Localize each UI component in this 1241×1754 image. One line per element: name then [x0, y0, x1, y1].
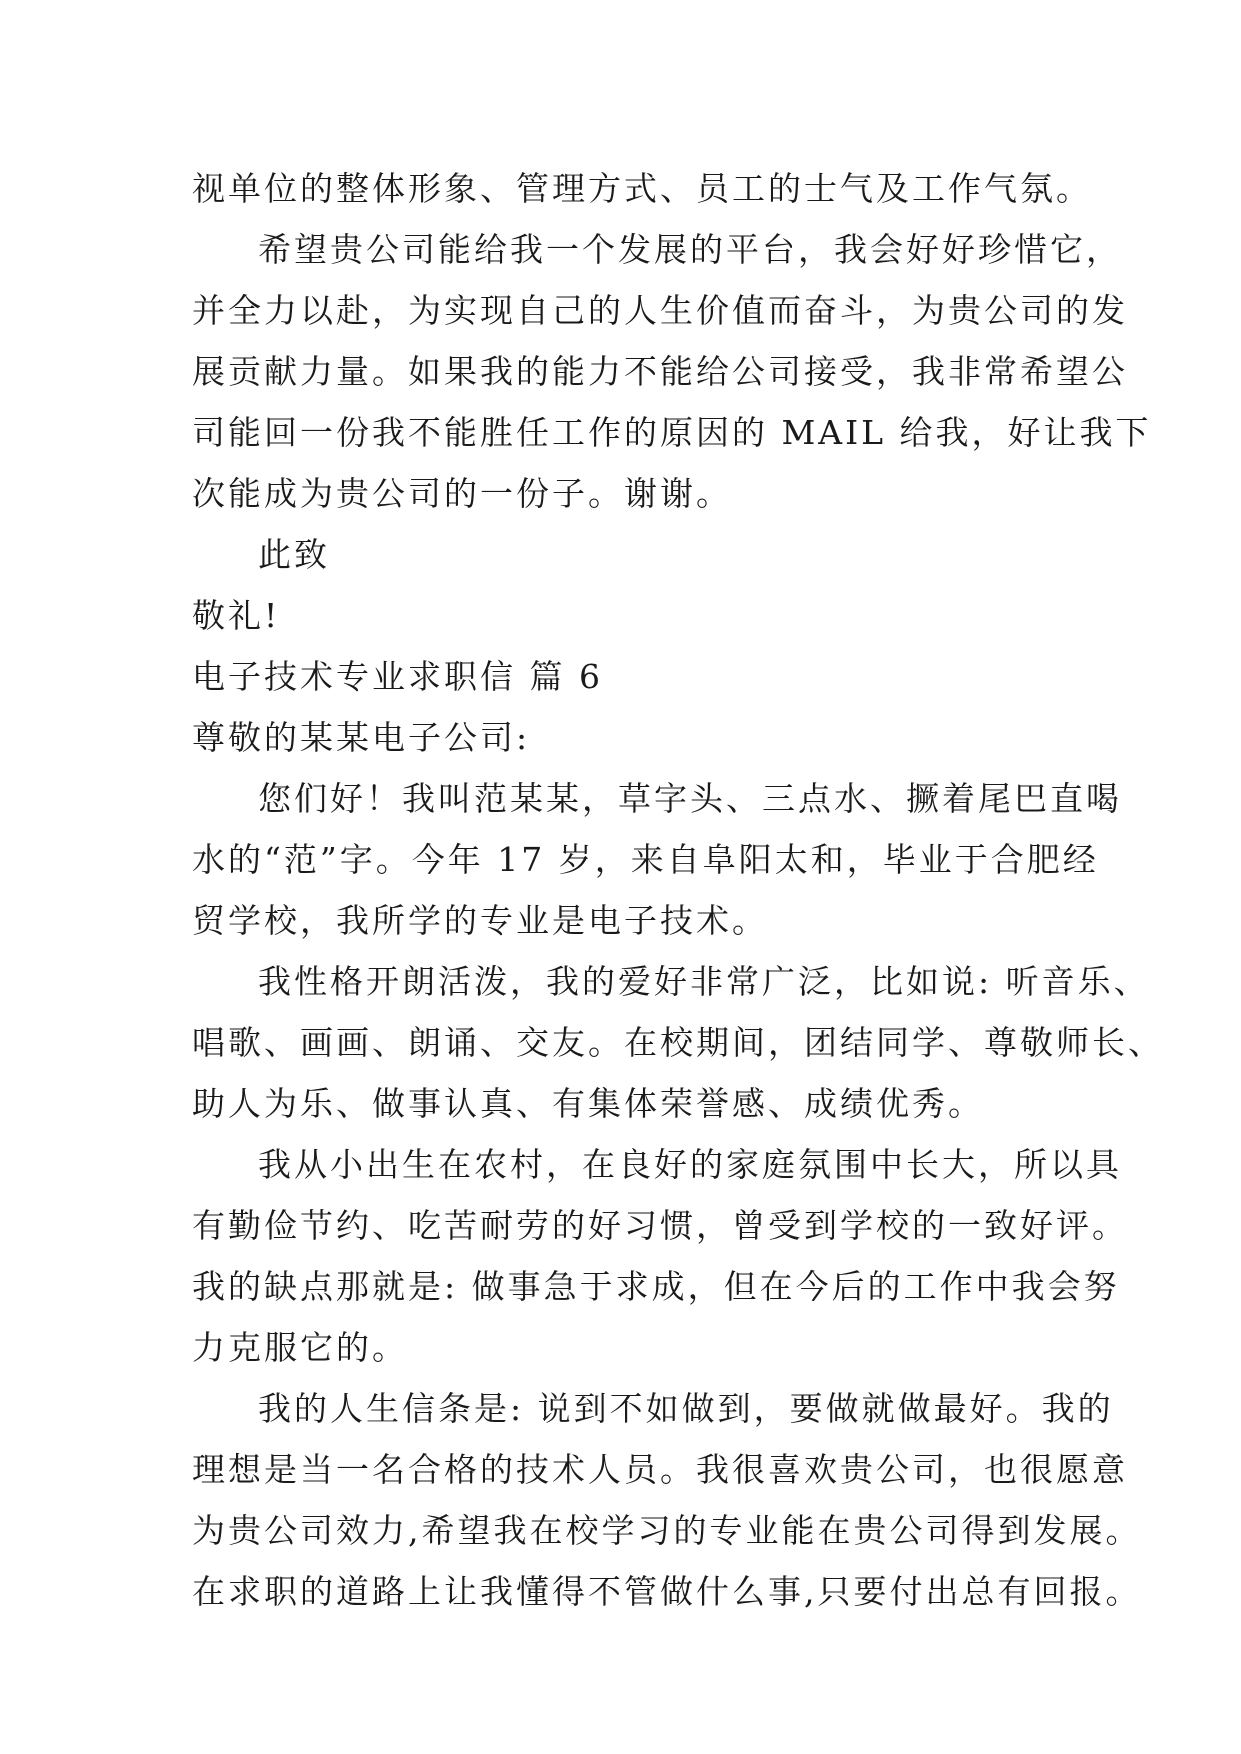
text-line: 希望贵公司能给我一个发展的平台，我会好好珍惜它，	[258, 230, 1122, 269]
text-line: 您们好！我叫范某某，草字头、三点水、撅着尾巴直喝	[258, 779, 1122, 818]
text-line: 有勤俭节约、吃苦耐劳的好习惯，曾受到学校的一致好评。	[192, 1206, 1128, 1245]
text-line: 唱歌、画画、朗诵、交友。在校期间，团结同学、尊敬师长、	[192, 1023, 1164, 1062]
text-line: 我从小出生在农村，在良好的家庭氛围中长大，所以具	[258, 1145, 1122, 1184]
closing-regards: 敬礼!	[192, 596, 281, 635]
text-line: 司能回一份我不能胜任工作的原因的 MAIL 给我，好让我下	[192, 413, 1152, 452]
text-line: 并全力以赴，为实现自己的人生价值而奋斗，为贵公司的发	[192, 291, 1128, 330]
section-heading: 电子技术专业求职信 篇 6	[192, 657, 603, 696]
closing-salutation: 此致	[258, 535, 330, 574]
text-line: 在求职的道路上让我懂得不管做什么事,只要付出总有回报。	[192, 1572, 1142, 1611]
text-line: 为贵公司效力,希望我在校学习的专业能在贵公司得到发展。	[192, 1511, 1142, 1550]
text-line: 贸学校，我所学的专业是电子技术。	[192, 901, 768, 940]
text-line: 水的“范”字。今年 17 岁，来自阜阳太和，毕业于合肥经	[192, 840, 1099, 879]
text-line: 我的人生信条是: 说到不如做到，要做就做最好。我的	[258, 1389, 1114, 1428]
text-line: 我的缺点那就是: 做事急于求成，但在今后的工作中我会努	[192, 1267, 1120, 1306]
letter-greeting: 尊敬的某某电子公司:	[192, 718, 531, 757]
text-line: 力克服它的。	[192, 1328, 408, 1367]
text-line: 视单位的整体形象、管理方式、员工的士气及工作气氛。	[192, 169, 1092, 208]
text-line: 助人为乐、做事认真、有集体荣誉感、成绩优秀。	[192, 1084, 984, 1123]
text-line: 展贡献力量。如果我的能力不能给公司接受，我非常希望公	[192, 352, 1128, 391]
text-line: 次能成为贵公司的一份子。谢谢。	[192, 474, 732, 513]
text-line: 我性格开朗活泼，我的爱好非常广泛，比如说: 听音乐、	[258, 962, 1150, 1001]
document-body	[192, 158, 1164, 1622]
text-line: 理想是当一名合格的技术人员。我很喜欢贵公司，也很愿意	[192, 1450, 1128, 1489]
